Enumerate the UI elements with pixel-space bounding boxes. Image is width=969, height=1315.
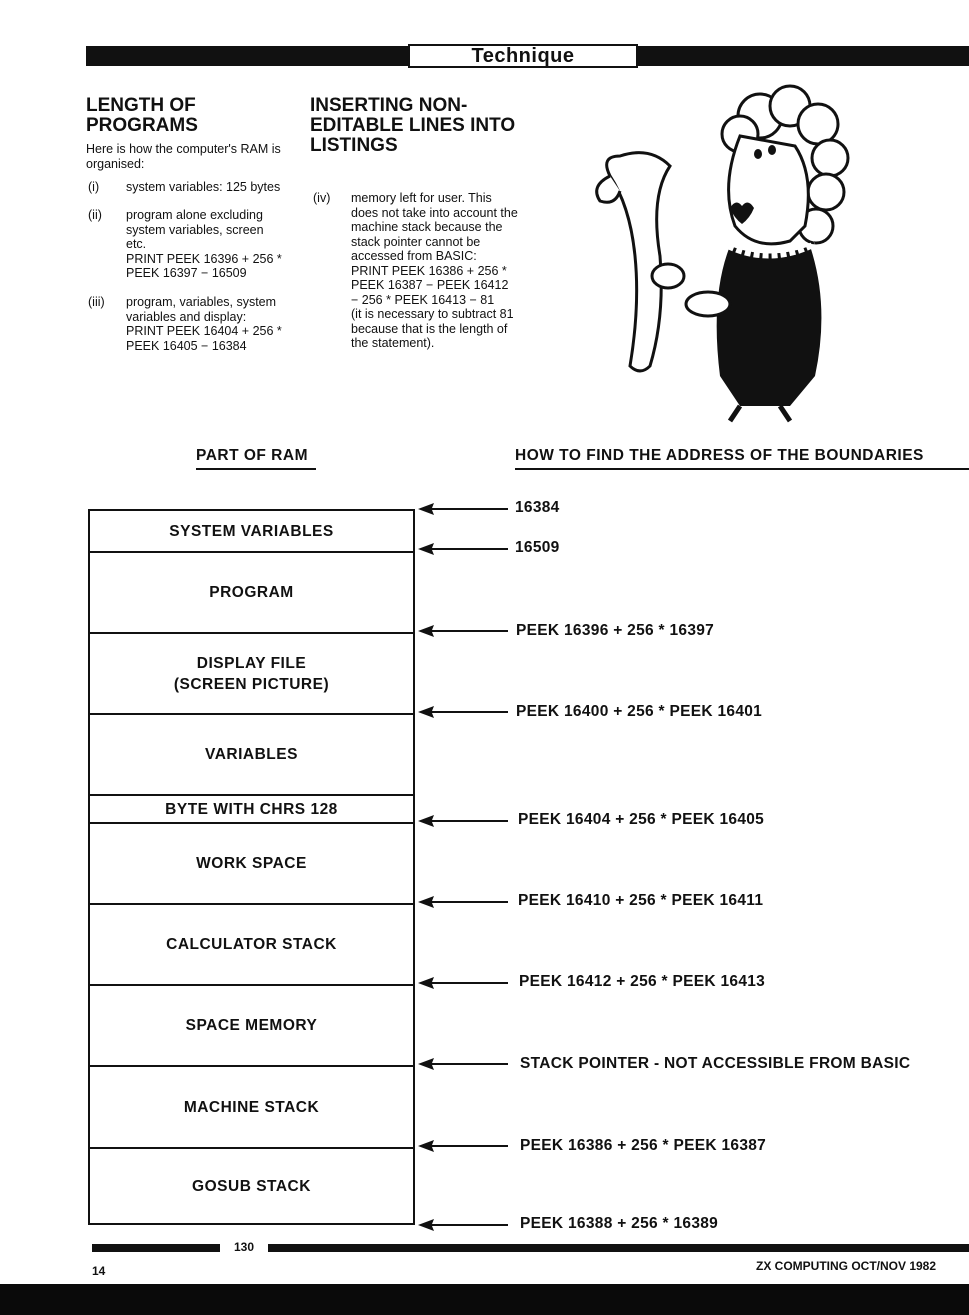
boundary-address: PEEK 16412 + 256 * PEEK 16413	[519, 973, 766, 990]
ram-part: CALCULATOR STACK	[166, 936, 337, 953]
ram-part: PROGRAM	[209, 584, 294, 601]
list-item	[313, 191, 519, 351]
list-item-number: (i)	[88, 180, 100, 194]
boundary-arrow	[418, 896, 508, 908]
title-underline	[515, 468, 969, 470]
magazine-credit: ZX COMPUTING OCT/NOV 1982	[756, 1259, 937, 1273]
list-item-text: program alone excluding system variables, screen etc. PRINT PEEK 16396 + 256 * PEEK 16397 − 16509	[126, 208, 282, 280]
page-number-center: 130	[234, 1240, 255, 1254]
ram-part: WORK SPACE	[196, 855, 307, 872]
boundary-address: PEEK 16404 + 256 * PEEK 16405	[518, 811, 765, 828]
boundary-address: PEEK 16400 + 256 * PEEK 16401	[516, 703, 763, 720]
boundary-address: PEEK 16388 + 256 * 16389	[520, 1215, 719, 1232]
boundary-arrow	[418, 1140, 508, 1152]
list-item-number: (iii)	[88, 295, 105, 309]
page-number: 14	[92, 1264, 106, 1278]
ram-part: GOSUB STACK	[192, 1177, 311, 1195]
ram-part: MACHINE STACK	[183, 1098, 320, 1116]
list-item-text: program, variables, system variables and display: PRINT PEEK 16404 + 256 * PEEK 16405 − 16384	[126, 295, 282, 353]
boundary-address: STACK POINTER - NOT ACCESSIBLE FROM BASIC	[520, 1055, 911, 1072]
boundary-arrow	[418, 977, 508, 989]
list-item-text: system variables: 125 bytes	[126, 180, 281, 194]
ram-part: VARIABLES	[205, 746, 298, 763]
boundary-address: 16384	[515, 499, 560, 516]
footer-bar	[268, 1244, 969, 1252]
boundary-arrow	[418, 706, 508, 718]
boundary-arrow	[418, 1219, 508, 1231]
list-item	[88, 295, 286, 353]
list-item	[88, 180, 286, 195]
ram-part: DISPLAY FILE (SCREEN PICTURE)	[173, 654, 330, 693]
boundary-address: PEEK 16410 + 256 * PEEK 16411	[518, 892, 764, 909]
middle-heading: INSERTING NON-EDITABLE LINES INTO LISTINGS	[310, 95, 516, 156]
boundary-arrow	[418, 543, 508, 555]
list-item-number: (iv)	[313, 191, 331, 205]
boundary-arrow	[418, 1058, 508, 1070]
left-heading: LENGTH OF PROGRAMS	[86, 95, 198, 136]
list-item-number: (ii)	[88, 208, 102, 222]
boundary-arrow	[418, 815, 508, 827]
list-item	[88, 208, 286, 281]
section-title: Technique	[408, 44, 638, 68]
ram-part: SPACE MEMORY	[185, 1017, 318, 1034]
boundary-address: PEEK 16396 + 256 * 16397	[516, 622, 715, 639]
lady-with-scroll-illustration	[590, 76, 850, 426]
ram-part: SYSTEM VARIABLES	[169, 522, 334, 540]
ram-part: BYTE WITH CHRS 128	[165, 800, 338, 818]
ram-map	[88, 509, 415, 1225]
scan-border	[0, 1284, 969, 1315]
part-of-ram-title: PART OF RAM	[196, 447, 308, 464]
title-underline	[196, 468, 316, 470]
left-intro: Here is how the computer's RAM is organised:	[86, 142, 281, 171]
boundaries-title: HOW TO FIND THE ADDRESS OF THE BOUNDARIES	[515, 447, 924, 464]
footer-bar	[92, 1244, 220, 1252]
list-item-text: memory left for user. This does not take into account the machine stack because the stack pointer cannot be accessed from BASIC: PRINT PEEK 16386 + 256 * PEEK 16387 − PEEK 16412 − 256 * PEEK 16413 − 81 (it is necessary to subtract 81 because that is the length of the statement).	[351, 191, 518, 350]
boundary-arrow	[418, 625, 508, 637]
boundary-address: PEEK 16386 + 256 * PEEK 16387	[520, 1137, 767, 1154]
boundary-arrow	[418, 503, 508, 515]
boundary-address: 16509	[515, 539, 560, 556]
